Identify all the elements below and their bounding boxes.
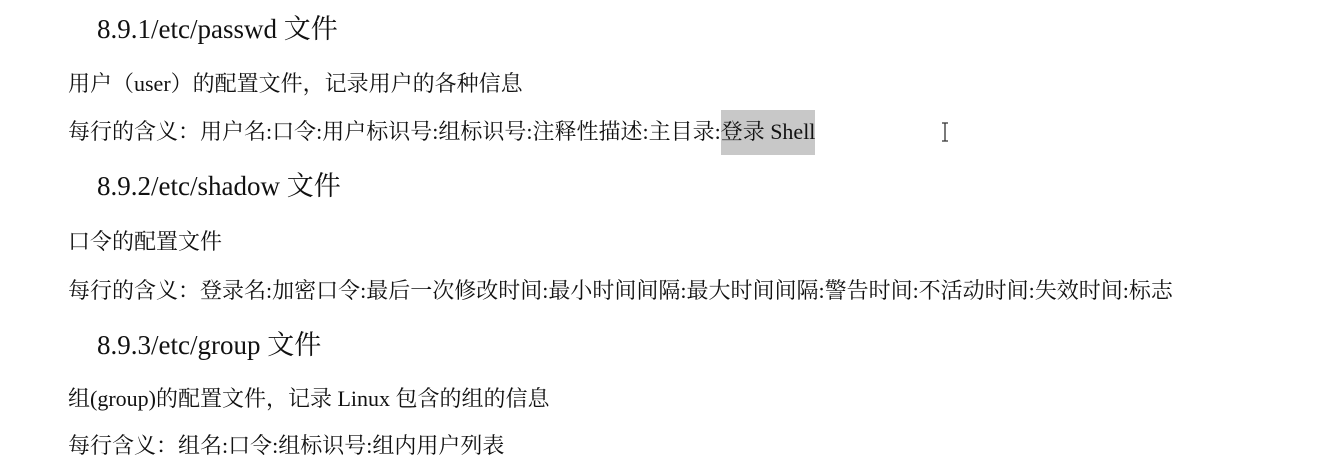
group-fields[interactable]: 每行含义：组名:口令:组标识号:组内用户列表 [68,433,505,458]
passwd-fields-prefix: 每行的含义：用户名:口令:用户标识号:组标识号:注释性描述:主目录: [68,119,721,144]
section-heading-passwd: 8.9.1/etc/passwd 文件 [97,14,338,44]
section-heading-group: 8.9.3/etc/group 文件 [97,330,322,360]
shadow-fields[interactable]: 每行的含义：登录名:加密口令:最后一次修改时间:最小时间间隔:最大时间间隔:警告时间:不活动时间:失效时间:标志 [68,278,1173,303]
shadow-description: 口令的配置文件 [68,229,223,254]
group-description: 组(group)的配置文件，记录 Linux 包含的组的信息 [68,386,550,411]
selected-text[interactable]: 登录 Shell [721,110,816,155]
passwd-description: 用户（user）的配置文件，记录用户的各种信息 [68,71,523,96]
section-heading-shadow: 8.9.2/etc/shadow 文件 [97,171,341,201]
passwd-fields[interactable] [68,121,815,143]
text-cursor-icon [940,122,950,142]
